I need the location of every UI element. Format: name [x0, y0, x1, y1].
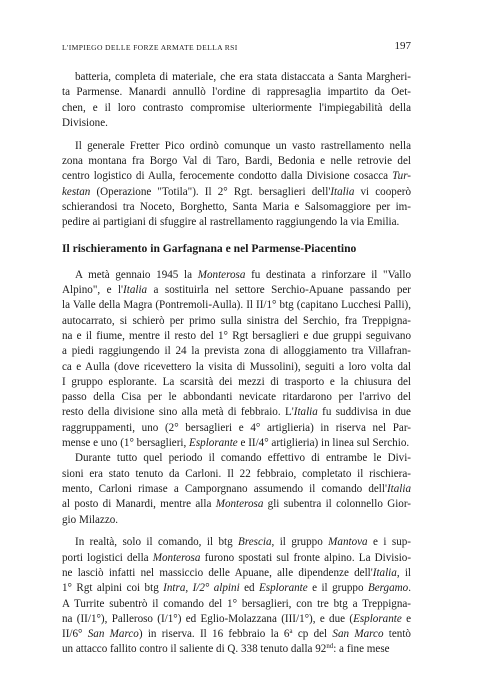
text-run: Il generale Fretter Pico ordinò comunque un vasto rastrellamento nella: [75, 139, 411, 152]
text-line: [62, 200, 411, 215]
text-run: (Operazione "Totila"). Il 2° Rgt. bersaglieri dell': [90, 185, 331, 198]
italic-text: Mantova: [328, 536, 368, 549]
paragraph-2: [62, 139, 411, 231]
italic-text: San Marco: [332, 628, 384, 641]
text-run: sioni era stato tenuto da Carloni. Il 22 febbraio, completato il rischiera-: [62, 467, 411, 480]
italic-text: Esplorante: [259, 582, 308, 595]
text-line: [62, 139, 411, 154]
italic-text: Intra, I/2° alpini: [163, 582, 240, 595]
text-line: [62, 314, 411, 329]
text-run: e i sup-: [367, 536, 411, 549]
text-run: un attacco fallito contro il saliente di Q. 338 tenuto dalla 92: [62, 643, 327, 656]
paragraph-5: [62, 535, 411, 657]
text-line: [62, 405, 411, 420]
text-run: Alpino", e l': [62, 284, 124, 297]
text-line: [62, 566, 411, 581]
text-run: a piedi raggiungendo il 24 la prevista zona di alloggiamento tra Villafran-: [62, 345, 411, 358]
text-run: .: [408, 582, 411, 595]
text-line: [62, 360, 411, 375]
running-head-title: L'IMPIEGO DELLE FORZE ARMATE DELLA RSI: [62, 43, 238, 52]
italic-text: Monterosa: [152, 551, 201, 564]
text-run: gli subentra il colonnello Gior-: [263, 498, 411, 511]
text-run: : a fine mese: [333, 643, 390, 656]
text-line: [62, 597, 411, 612]
body-text: [62, 70, 411, 658]
italic-text: Esplorante: [189, 437, 238, 450]
text-run: zona montana fra Borgo Val di Taro, Bardi, Bedonia e nelle retrovie del: [62, 154, 411, 167]
text-line: [62, 70, 411, 85]
text-run: II/6°: [62, 628, 88, 641]
text-line: [62, 375, 411, 390]
text-line: [62, 298, 411, 313]
text-line: [62, 482, 411, 497]
text-line: [62, 185, 411, 200]
text-line: [62, 436, 411, 451]
paragraph-1: [62, 70, 411, 131]
italic-text: Italia: [372, 566, 397, 579]
text-run: na e il fiume, mentre il resto del 1° Rgt bersaglieri e due gruppi seguivano: [62, 329, 411, 342]
text-run: furono spostati sul fronte alpino. La Divisio-: [200, 551, 411, 564]
text-line: [62, 497, 411, 512]
text-run: ) in riserva. Il 16 febbraio la 6: [138, 628, 290, 641]
text-line: [62, 612, 411, 627]
text-run: ta Parmense. Manardi annullò l'ordine di rappresaglia impartito da Oet-: [62, 86, 411, 99]
text-run: In realtà, solo il comando, il btg: [75, 536, 239, 549]
text-run: I gruppo esplorante. La scarsità dei mezzi di trasporto e la chiusura del: [62, 375, 411, 388]
text-run: ed: [239, 582, 259, 595]
text-run: mense e uno (1° bersaglieri,: [62, 437, 190, 450]
text-run: A Turrite subentrò il comando del 1° bersaglieri, con tre btg a Treppigna-: [62, 597, 411, 610]
text-line: [62, 551, 411, 566]
text-run: fu suddivisa in due: [317, 406, 411, 419]
text-run: ne lasciò infatti nel massiccio delle Apuane, alle dipendenze dell': [62, 566, 373, 579]
text-run: autocarrato, si schierò per primo sulla sinistra del Serchio, fra Treppigna-: [62, 314, 411, 327]
italic-text: Esplorante: [353, 612, 402, 625]
section-heading: Il rischieramento in Garfagnana e nel Parmense-Piacentino: [62, 242, 357, 256]
italic-text: Monterosa: [197, 268, 246, 281]
text-run: ca e Aulla (dove ricevettero la visita di Mussolini), seguiti a loro volta dal: [62, 360, 411, 373]
italic-text: Monterosa: [215, 498, 264, 511]
text-line: [62, 451, 411, 466]
text-run: e II/4° artiglieria) in linea sul Serchio.: [237, 437, 410, 450]
text-line: [62, 169, 411, 184]
text-run: al posto di Manardi, mentre alla: [62, 498, 216, 511]
italic-text: kestan: [62, 185, 91, 198]
text-line: [62, 215, 411, 230]
text-line: [62, 329, 411, 344]
text-run: raggruppamenti, uno (2° bersaglieri e 4° artiglieria) in riserva nel Par-: [62, 421, 411, 434]
text-run: cp del: [292, 628, 333, 641]
italic-text: San Marco: [87, 628, 139, 641]
text-run: passo della Cisa per le abbondanti nevicate ritardarono per l'arrivo del: [62, 391, 411, 404]
text-run: fu destinata a rinforzare il "Vallo: [245, 268, 411, 281]
text-run: , il: [396, 566, 411, 579]
text-line: [62, 581, 411, 596]
text-run: a sostituirla nel settore Serchio-Apuane passando per: [147, 284, 411, 297]
text-run: porti logistici della: [62, 551, 153, 564]
italic-text: Italia: [330, 185, 355, 198]
text-line: [62, 421, 411, 436]
italic-text: Italia: [386, 482, 411, 495]
text-run: Divisione.: [62, 116, 108, 129]
text-line: [62, 467, 411, 482]
italic-text: Italia: [293, 406, 318, 419]
superscript: nd: [326, 643, 334, 651]
text-run: A metà gennaio 1945 la: [75, 268, 198, 281]
text-run: gio Milazzo.: [62, 513, 119, 526]
text-run: mento, Carloni rimase a Camporgnano assumendo il comando dell': [62, 482, 387, 495]
text-run: tentò: [383, 628, 411, 641]
text-run: 1° Rgt alpini coi btg: [62, 582, 164, 595]
text-run: vi cooperò: [354, 185, 411, 198]
superscript: a: [289, 628, 293, 636]
italic-text: Italia: [123, 284, 148, 297]
text-line: [62, 390, 411, 405]
text-line: [62, 268, 411, 283]
text-line: [62, 513, 411, 528]
text-run: batteria, completa di materiale, che era stata distaccata a Santa Margheri-: [75, 71, 411, 83]
text-run: e: [401, 612, 411, 625]
text-run: chen, e il loro contrasto compromise ulteriormente l'impiegabilità della: [62, 101, 411, 114]
text-run: Durante tutto quel periodo il comando effettivo di entrambe le Divi-: [75, 452, 411, 465]
text-line: [62, 642, 411, 657]
text-run: resto della divisione sino alla metà di febbraio. L': [62, 406, 294, 419]
text-line: [62, 627, 411, 642]
italic-text: Brescia: [238, 536, 272, 549]
italic-text: Bergamo: [367, 582, 409, 595]
text-line: [62, 101, 411, 116]
text-run: pedire ai partigiani di sfuggire al rastrellamento raggiungendo la via Emilia.: [62, 216, 400, 229]
text-line: [62, 344, 411, 359]
running-header: [62, 40, 411, 56]
text-line: [62, 535, 411, 550]
text-line: [62, 116, 411, 131]
italic-text: Tur-: [392, 170, 411, 183]
text-line: [62, 283, 411, 298]
text-run: na (II/1°), Palleroso (I/1°) ed Eglio-Molazzana (III/1°), e due (: [62, 612, 354, 625]
text-run: la Valle della Magra (Pontremoli-Aulla). Il II/1° btg (capitano Lucchesi Palli),: [62, 299, 411, 312]
text-run: e il gruppo: [307, 582, 368, 595]
paragraph-3: [62, 268, 411, 452]
text-run: schierandosi tra Noceto, Borghetto, Santa Maria e Salsomaggiore per im-: [62, 200, 411, 213]
page-number: 197: [394, 40, 411, 52]
text-run: centro logistico di Aulla, ferocemente condotto dalla Divisione cosacca: [62, 170, 393, 183]
text-line: [62, 85, 411, 100]
text-line: [62, 154, 411, 169]
paragraph-4: [62, 451, 411, 527]
text-run: , il gruppo: [271, 536, 329, 549]
